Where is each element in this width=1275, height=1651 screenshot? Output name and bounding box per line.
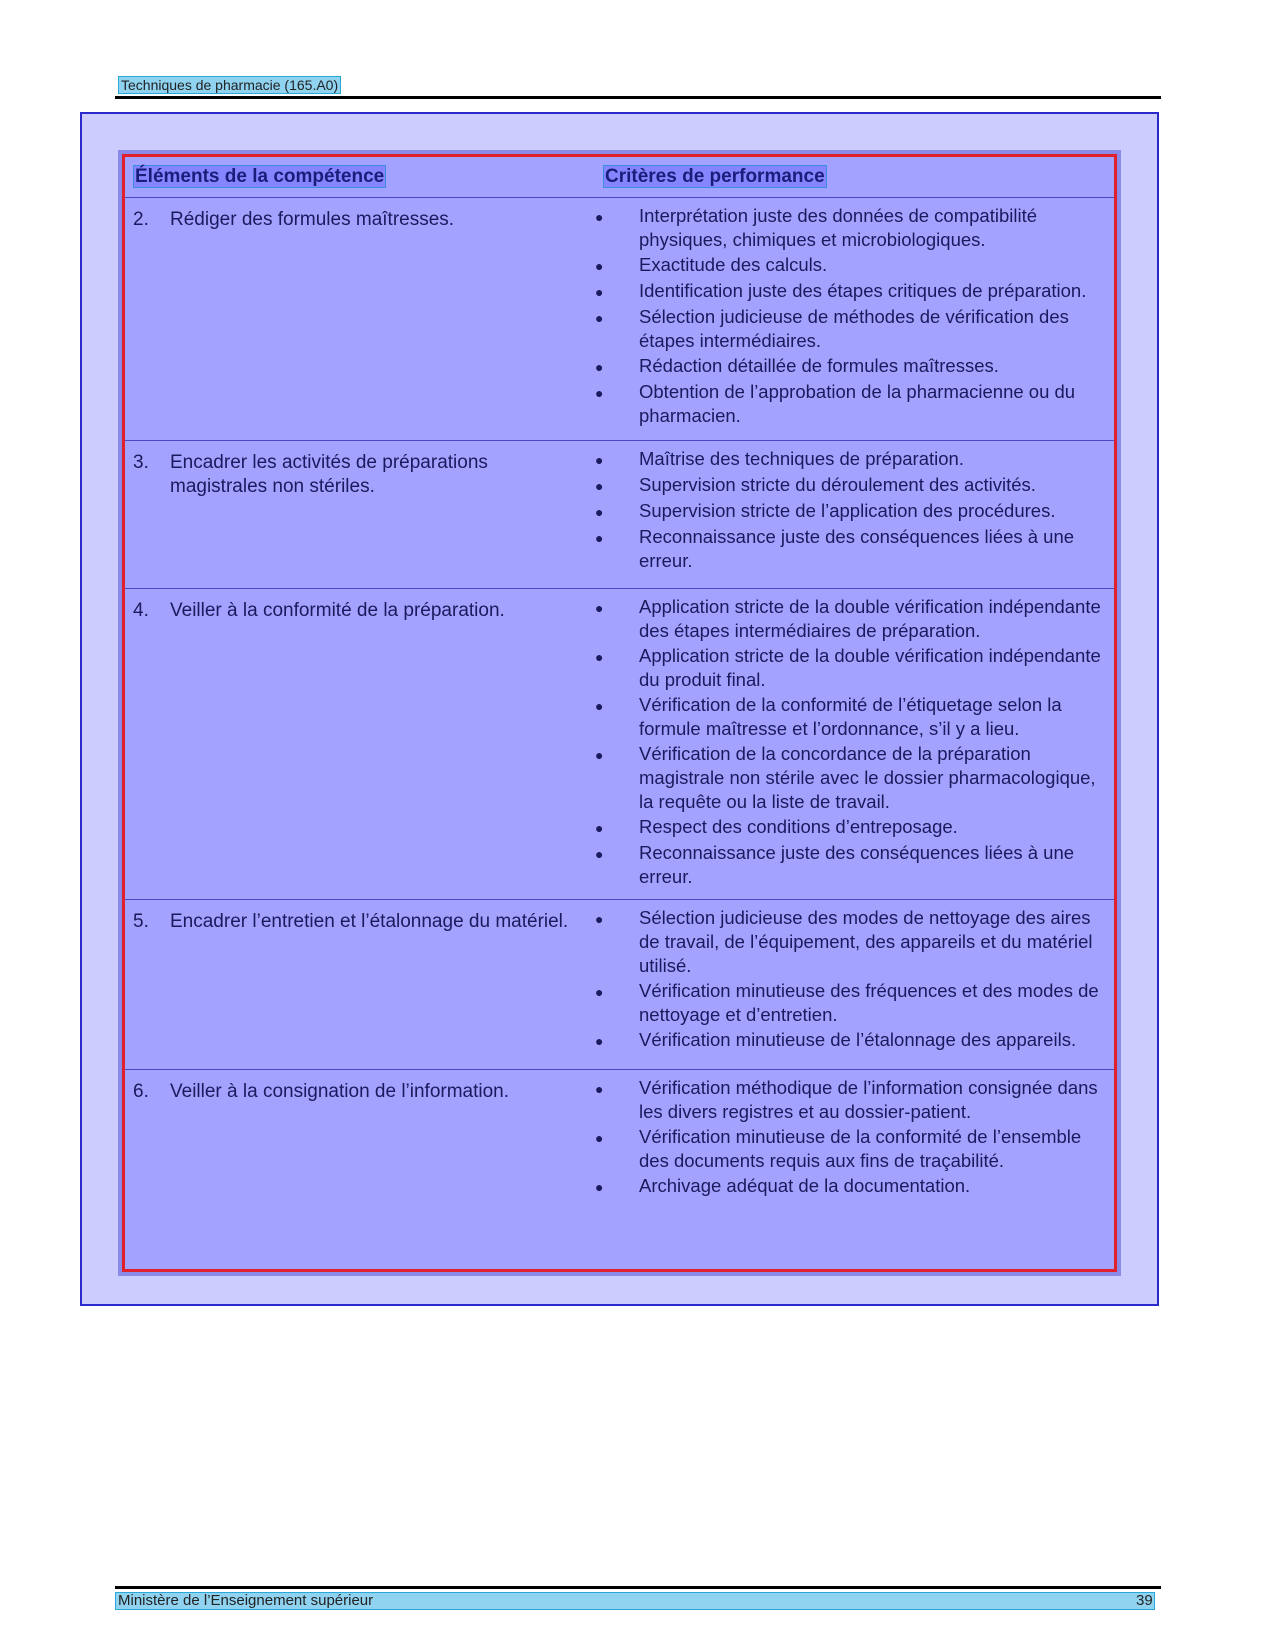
footer-rule — [115, 1586, 1161, 1589]
criterion-text: Exactitude des calculs. — [639, 254, 828, 275]
footer-ministry: Ministère de l’Enseignement supérieur — [118, 1592, 374, 1609]
criterion-text: Supervision stricte de l’application des procédures. — [639, 500, 1056, 521]
criterion-item — [595, 380, 1108, 428]
bullet-icon: ● — [595, 649, 604, 665]
bullet-icon: ● — [595, 698, 604, 714]
criterion-item — [595, 473, 1108, 498]
criterion-text: Obtention de l’approbation de la pharmacienne ou du pharmacien. — [639, 381, 1076, 426]
criterion-item — [595, 204, 1108, 252]
bullet-icon: ● — [595, 820, 604, 836]
criterion-item — [595, 525, 1108, 573]
criterion-text: Archivage adéquat de la documentation. — [639, 1175, 971, 1196]
header-rule — [115, 96, 1161, 99]
bullet-icon: ● — [595, 1130, 604, 1146]
criterion-item — [595, 644, 1108, 692]
table-row — [125, 198, 1114, 441]
bullet-icon: ● — [595, 846, 604, 862]
criterion-item — [595, 906, 1108, 978]
bullet-icon: ● — [595, 310, 604, 326]
criterion-item — [595, 499, 1108, 524]
criterion-item — [595, 979, 1108, 1027]
criterion-item — [595, 1076, 1108, 1124]
table-row — [125, 900, 1114, 1070]
element-number: 2. — [133, 209, 149, 230]
bullet-icon: ● — [595, 209, 604, 225]
element-number: 6. — [133, 1081, 149, 1102]
page-number: 39 — [1136, 1592, 1153, 1609]
criterion-item — [595, 279, 1108, 304]
bullet-icon: ● — [595, 359, 604, 375]
criterion-item — [595, 841, 1108, 889]
criterion-text: Application stricte de la double vérification indépendante du produit final. — [639, 645, 1101, 690]
element-number: 5. — [133, 911, 149, 932]
element-text: Veiller à la consignation de l’information. — [170, 1081, 510, 1102]
criterion-text: Vérification minutieuse des fréquences et des modes de nettoyage et d’entretien. — [639, 980, 1099, 1025]
criterion-item — [595, 447, 1108, 472]
bullet-icon: ● — [595, 1081, 604, 1097]
table-row — [125, 589, 1114, 900]
col-header-elements: Éléments de la compétence — [135, 166, 385, 187]
criterion-text: Supervision stricte du déroulement des activités. — [639, 474, 1036, 495]
criterion-item — [595, 815, 1108, 840]
element-text: Encadrer les activités de préparations magistrales non stériles. — [170, 452, 488, 497]
element-cell — [125, 900, 595, 1069]
bullet-icon: ● — [595, 747, 604, 763]
page-header-program: Techniques de pharmacie (165.A0) — [118, 76, 341, 94]
competency-table-inner — [122, 154, 1117, 1272]
criterion-text: Rédaction détaillée de formules maîtresses. — [639, 355, 999, 376]
criterion-text: Reconnaissance juste des conséquences liées à une erreur. — [639, 526, 1075, 571]
criterion-text: Vérification de la concordance de la préparation magistrale non stérile avec le dossier pharmacologique, la requête ou la liste de travail. — [639, 743, 1096, 812]
criteria-cell — [595, 441, 1114, 588]
element-cell — [125, 198, 595, 440]
bullet-icon: ● — [595, 504, 604, 520]
bullet-icon: ● — [595, 478, 604, 494]
criteria-cell — [595, 589, 1114, 899]
bullet-icon: ● — [595, 1179, 604, 1195]
criterion-item — [595, 742, 1108, 814]
criterion-item — [595, 1174, 1108, 1199]
criterion-text: Vérification de la conformité de l’étiquetage selon la formule maîtresse et l’ordonnance, s’il y a lieu. — [639, 694, 1062, 739]
criterion-text: Vérification méthodique de l’information consignée dans les divers registres et au dossier-patient. — [639, 1077, 1098, 1122]
criterion-text: Vérification minutieuse de l’étalonnage des appareils. — [639, 1029, 1077, 1050]
criterion-text: Vérification minutieuse de la conformité de l’ensemble des documents requis aux fins de traçabilité. — [639, 1126, 1082, 1171]
bullet-icon: ● — [595, 984, 604, 1000]
criteria-cell — [595, 198, 1114, 440]
element-cell — [125, 589, 595, 899]
bullet-icon: ● — [595, 911, 604, 927]
criterion-item — [595, 1028, 1108, 1053]
element-text: Rédiger des formules maîtresses. — [170, 209, 455, 230]
bullet-icon: ● — [595, 452, 604, 468]
criterion-text: Sélection judicieuse des modes de nettoyage des aires de travail, de l’équipement, des appareils et du matériel utilisé. — [639, 907, 1093, 976]
col-header-criteria: Critères de performance — [605, 166, 825, 187]
criterion-item — [595, 305, 1108, 353]
criterion-item — [595, 693, 1108, 741]
criteria-cell — [595, 900, 1114, 1069]
criterion-text: Interprétation juste des données de compatibilité physiques, chimiques et microbiologiques. — [639, 205, 1038, 250]
element-number: 4. — [133, 600, 149, 621]
criterion-item — [595, 595, 1108, 643]
criterion-item — [595, 1125, 1108, 1173]
bullet-icon: ● — [595, 600, 604, 616]
bullet-icon: ● — [595, 284, 604, 300]
criteria-cell — [595, 1070, 1114, 1218]
criterion-text: Respect des conditions d’entreposage. — [639, 816, 958, 837]
bullet-icon: ● — [595, 258, 604, 274]
table-row — [125, 1070, 1114, 1218]
element-number: 3. — [133, 452, 149, 473]
bullet-icon: ● — [595, 385, 604, 401]
bullet-icon: ● — [595, 530, 604, 546]
element-cell — [125, 441, 595, 588]
criterion-text: Maîtrise des techniques de préparation. — [639, 448, 964, 469]
element-text: Veiller à la conformité de la préparation. — [170, 600, 505, 621]
element-text: Encadrer l’entretien et l’étalonnage du matériel. — [170, 911, 569, 932]
table-body — [125, 198, 1114, 1218]
criterion-text: Reconnaissance juste des conséquences liées à une erreur. — [639, 842, 1075, 887]
element-cell — [125, 1070, 595, 1218]
table-row — [125, 441, 1114, 589]
criterion-text: Identification juste des étapes critiques de préparation. — [639, 280, 1087, 301]
table-header — [125, 157, 1114, 198]
criterion-item — [595, 253, 1108, 278]
criterion-text: Sélection judicieuse de méthodes de vérification des étapes intermédiaires. — [639, 306, 1069, 351]
bullet-icon: ● — [595, 1033, 604, 1049]
competency-table — [118, 150, 1121, 1276]
criterion-item — [595, 354, 1108, 379]
criterion-text: Application stricte de la double vérification indépendante des étapes intermédiaires de préparation. — [639, 596, 1101, 641]
